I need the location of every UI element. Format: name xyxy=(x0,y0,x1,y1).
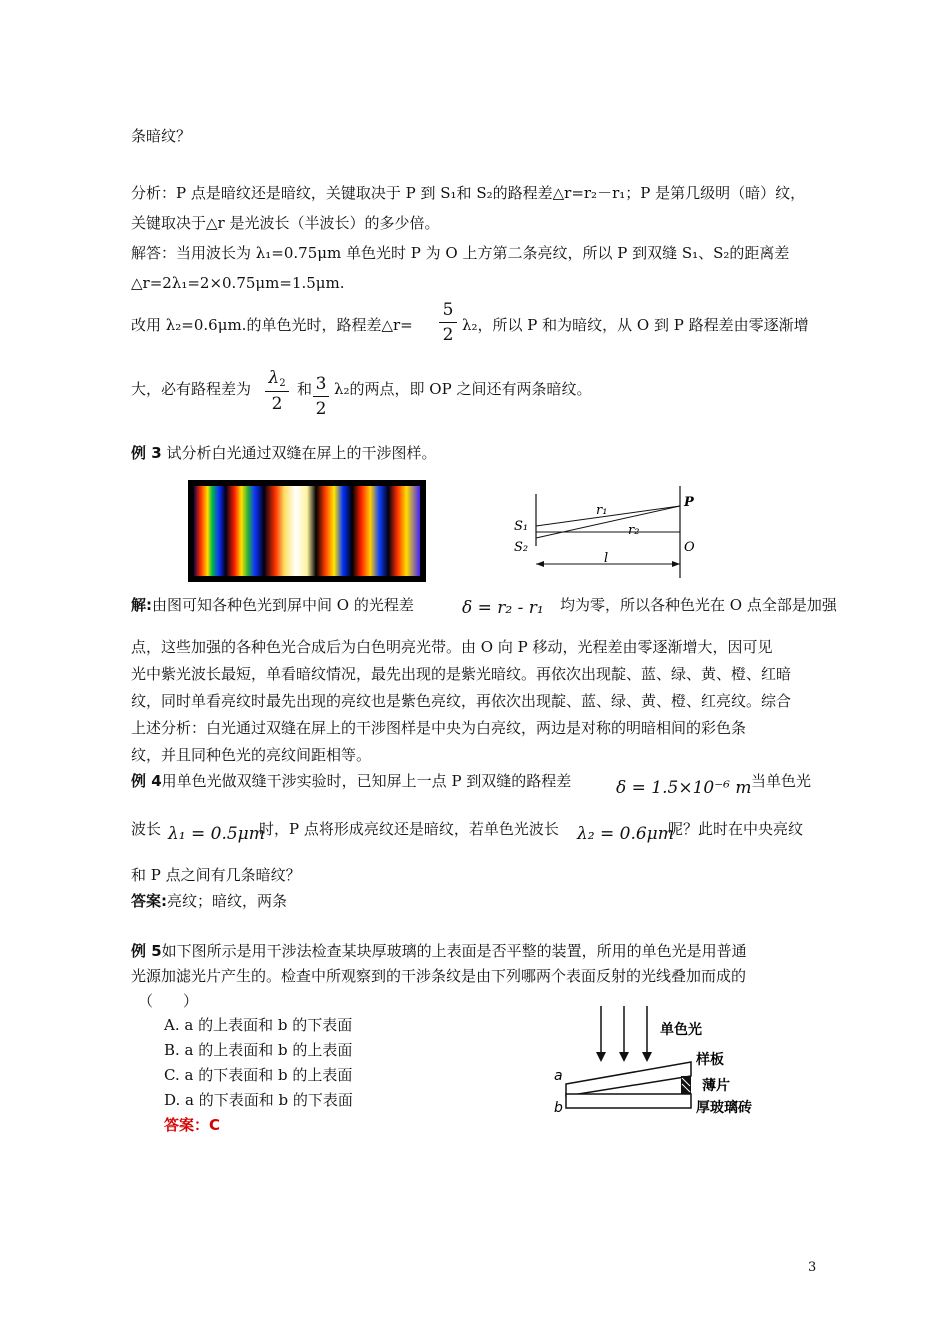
solution-line-4b: 和 xyxy=(297,380,313,398)
label-b: b xyxy=(554,1100,563,1116)
fringe-pattern-image xyxy=(188,480,426,582)
example-text: 用单色光做双缝干涉实验时，已知屏上一点 P 到双缝的路程差 xyxy=(161,772,572,790)
label-monochromatic-light: 单色光 xyxy=(660,1022,702,1038)
option-c: C. a 的下表面和 b 的上表面 xyxy=(164,1066,353,1084)
ray-r2 xyxy=(536,506,680,538)
template-plate xyxy=(566,1062,691,1096)
label-thick-glass: 厚玻璃砖 xyxy=(696,1100,752,1116)
example-4-line-2b: 时，P 点将形成亮纹还是暗纹，若单色光波长 xyxy=(259,820,559,838)
example-label: 例 4 xyxy=(131,772,162,790)
label-r2: r₂ xyxy=(628,523,640,538)
solution-3-line-6: 纹，并且同种色光的亮纹间距相等。 xyxy=(131,746,372,764)
denominator: 2 xyxy=(442,325,454,345)
lambda2-value: λ₂ = 0.6μm xyxy=(577,824,674,844)
denominator: 2 xyxy=(271,394,283,414)
answer-label: 答案: xyxy=(131,892,167,910)
ray-r1 xyxy=(536,506,680,526)
numerator: 3 xyxy=(315,374,327,394)
lambda1-value: λ₁ = 0.5μm xyxy=(168,824,265,844)
numerator: 5 xyxy=(442,300,454,320)
solution-3-line-2: 点，这些加强的各种色光合成后为白色明亮光带。由 O 向 P 移动，光程差由零逐渐增大，因可见 xyxy=(131,638,773,656)
path-difference-value: δ = 1.5×10⁻⁶ m xyxy=(616,778,752,798)
example-3 xyxy=(131,444,436,462)
fraction-5-2 xyxy=(439,300,457,345)
answer-blank: （ ） xyxy=(138,992,199,1010)
arrow-head xyxy=(642,1052,652,1062)
label-r1: r₁ xyxy=(596,503,608,518)
arrow-head xyxy=(596,1052,606,1062)
solution-line-4c: λ₂的两点，即 OP 之间还有两条暗纹。 xyxy=(334,380,592,398)
example-5-line-1 xyxy=(131,942,747,960)
fraction-lambda2-2 xyxy=(265,368,289,414)
lambda-symbol: λ xyxy=(268,368,280,388)
solution-line-3a: 改用 λ₂=0.6μm.的单色光时，路程差△r= xyxy=(131,316,413,334)
option-d: D. a 的下表面和 b 的下表面 xyxy=(164,1091,353,1109)
fraction-bar xyxy=(439,322,457,323)
solution-text: 由图可知各种色光到屏中间 O 的光程差 xyxy=(152,596,414,614)
option-b: B. a 的上表面和 b 的上表面 xyxy=(164,1041,353,1059)
example-label: 例 5 xyxy=(131,942,162,960)
example-label: 例 3 xyxy=(131,444,162,462)
solution-line-3b: λ₂，所以 P 和为暗纹，从 O 到 P 路程差由零逐渐增 xyxy=(462,316,809,334)
analysis-line-1: 分析：P 点是暗纹还是暗纹，关键取决于 P 到 S₁和 S₂的路程差△r=r₂－r₁；P 是第几级明（暗）纹， xyxy=(131,184,806,202)
example-4-answer xyxy=(131,892,287,910)
example-4-line-3: 和 P 点之间有几条暗纹？ xyxy=(131,866,301,884)
solution-3-line-5: 上述分析：白光通过双缝在屏上的干涉图样是中央为白亮纹，两边是对称的明暗相间的彩色条 xyxy=(131,719,747,737)
text-line: 条暗纹？ xyxy=(131,127,192,145)
example-5-answer: 答案：C xyxy=(164,1116,221,1134)
example-question: 试分析白光通过双缝在屏上的干涉图样。 xyxy=(166,444,437,462)
solution-3-line-1a xyxy=(131,596,414,614)
subscript: 2 xyxy=(279,378,286,389)
air-wedge-diagram xyxy=(546,1004,786,1120)
solution-line-1: 解答：当用波长为 λ₁=0.75μm 单色光时 P 为 O 上方第二条亮纹，所以 P 到双缝 S₁、S₂的距离差 xyxy=(131,244,790,262)
label-a: a xyxy=(554,1068,563,1084)
solution-3-line-3: 光中紫光波长最短，单看暗纹情况，最先出现的是紫光暗纹。再依次出现靛、蓝、绿、黄、橙、红暗 xyxy=(131,665,792,683)
solution-label: 解: xyxy=(131,596,152,614)
label-s2: S₂ xyxy=(514,540,529,555)
delta-equation: δ = r₂ - r₁ xyxy=(462,598,544,618)
fringe-bands xyxy=(194,486,420,576)
label-s1: S₁ xyxy=(514,519,529,534)
example-text: 如下图所示是用干涉法检查某块厚玻璃的上表面是否平整的装置，所用的单色光是用普通 xyxy=(161,942,747,960)
thick-glass-block xyxy=(566,1094,691,1108)
example-4-line-1 xyxy=(131,772,571,790)
solution-3-line-1c: 均为零，所以各种色光在 O 点全部是加强 xyxy=(560,596,837,614)
label-l: l xyxy=(604,551,609,566)
double-slit-diagram xyxy=(508,486,718,582)
example-4-line-2c: 呢？此时在中央亮纹 xyxy=(668,820,804,838)
page-number: 3 xyxy=(808,1260,817,1275)
fraction-bar xyxy=(265,391,289,392)
example-5-line-2: 光源加滤光片产生的。检查中所观察到的干涉条纹是由下列哪两个表面反射的光线叠加而成的 xyxy=(131,967,747,985)
label-template: 样板 xyxy=(696,1052,724,1068)
numerator xyxy=(265,368,289,389)
analysis-line-2: 关键取决于△r 是光波长（半波长）的多少倍。 xyxy=(131,214,440,232)
label-p: P xyxy=(684,495,694,510)
arrow-head xyxy=(619,1052,629,1062)
solution-line-2: △r=2λ₁=2×0.75μm=1.5μm. xyxy=(131,274,345,292)
option-a: A. a 的上表面和 b 的下表面 xyxy=(164,1016,353,1034)
denominator: 2 xyxy=(315,399,327,419)
label-thin-sheet: 薄片 xyxy=(702,1078,730,1094)
label-o: O xyxy=(684,540,695,555)
answer-text: 亮纹；暗纹，两条 xyxy=(167,892,288,910)
solution-line-4a: 大，必有路程差为 xyxy=(131,380,252,398)
arrow-left xyxy=(536,561,544,567)
example-4-line-2a: 波长 xyxy=(131,820,162,838)
solution-3-line-4: 纹，同时单看亮纹时最先出现的亮纹也是紫色亮纹，再依次出现靛、蓝、绿、黄、橙、红亮纹。综合 xyxy=(131,692,792,710)
arrow-right xyxy=(672,561,680,567)
fraction-3-2 xyxy=(313,374,329,419)
fraction-bar xyxy=(313,396,329,397)
example-4-line-1c: ，当单色光 xyxy=(736,772,812,790)
